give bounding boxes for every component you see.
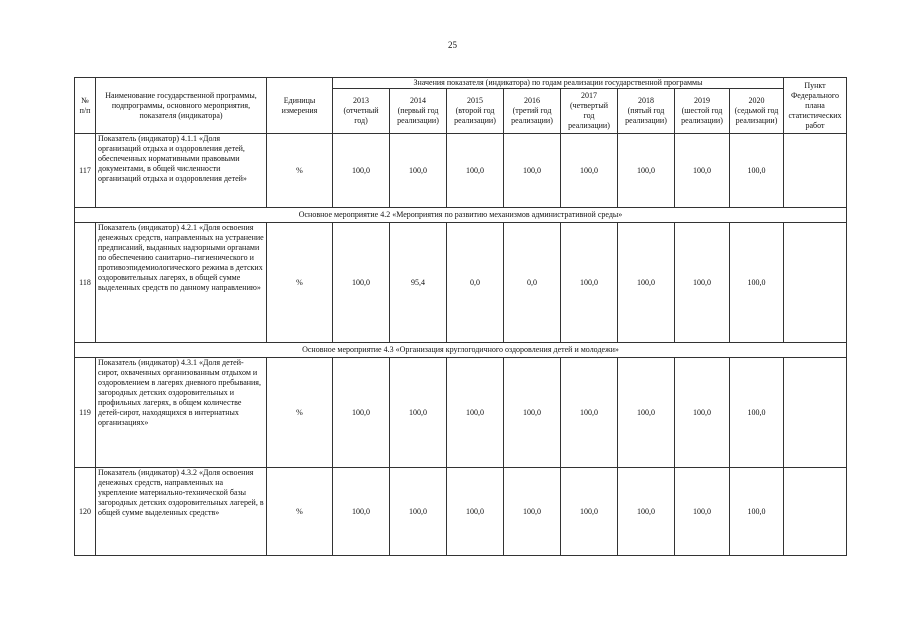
header-year: 2017 (четвертый год реализации) [561,89,618,134]
value-cell: 100,0 [618,134,675,208]
indicator-name: Показатель (индикатор) 4.3.2 «Доля освоения денежных средств, направленных на укрепление материально-технической базы загородных детских оздоровительных лагерей, в общей сумме выделенных средств» [96,468,267,556]
header-year: 2015 (второй год реализации) [447,89,504,134]
value-cell: 100,0 [561,223,618,343]
table-row [75,134,847,208]
value-cell: 100,0 [561,134,618,208]
header-num: № п/п [75,78,96,134]
row-num: 117 [75,134,96,208]
value-cell: 100,0 [504,358,561,468]
header-federal: Пункт Федерального плана статистических работ [784,78,847,134]
unit-cell: % [267,358,333,468]
indicator-name: Показатель (индикатор) 4.2.1 «Доля освоения денежных средств, направленных на устранение предписаний, выданных надзорными органами по обеспечению санитарно–гигиенического и противоэпидемиологического режима в детских оздоровительных лагерях, в общей сумме выделенных средств по данному направлению» [96,223,267,343]
indicator-name: Показатель (индикатор) 4.3.1 «Доля детей-сирот, охваченных организованным отдыхом и оздоровлением в лагерях дневного пребывания, загородных детских оздоровительных и профильных лагерях, в общем количестве детей-сирот, находящихся в интернатных организациях» [96,358,267,468]
header-year: 2014 (первый год реализации) [390,89,447,134]
section-row [75,343,847,358]
federal-cell [784,134,847,208]
value-cell: 100,0 [561,468,618,556]
value-cell: 0,0 [447,223,504,343]
value-cell: 100,0 [390,358,447,468]
indicators-table [74,77,847,556]
section-title: Основное мероприятие 4.2 «Мероприятия по развитию механизмов административной среды» [75,208,847,223]
table-row [75,468,847,556]
row-num: 118 [75,223,96,343]
section-row [75,208,847,223]
value-cell: 0,0 [504,223,561,343]
value-cell: 100,0 [730,223,784,343]
table-row [75,358,847,468]
value-cell: 100,0 [618,223,675,343]
row-num: 120 [75,468,96,556]
value-cell: 100,0 [447,468,504,556]
value-cell: 100,0 [447,358,504,468]
header-unit: Единицы измерения [267,78,333,134]
federal-cell [784,468,847,556]
header-year: 2013 (отчетный год) [333,89,390,134]
federal-cell [784,223,847,343]
value-cell: 100,0 [730,468,784,556]
value-cell: 100,0 [618,358,675,468]
value-cell: 100,0 [333,223,390,343]
row-num: 119 [75,358,96,468]
value-cell: 100,0 [504,468,561,556]
value-cell: 100,0 [390,134,447,208]
header-year: 2016 (третий год реализации) [504,89,561,134]
header-year: 2019 (шестой год реализации) [675,89,730,134]
value-cell: 100,0 [675,134,730,208]
value-cell: 100,0 [730,358,784,468]
value-cell: 100,0 [561,358,618,468]
unit-cell: % [267,468,333,556]
value-cell: 100,0 [618,468,675,556]
value-cell: 100,0 [390,468,447,556]
value-cell: 100,0 [333,134,390,208]
federal-cell [784,358,847,468]
unit-cell: % [267,223,333,343]
section-title: Основное мероприятие 4.3 «Организация круглогодичного оздоровления детей и молодежи» [75,343,847,358]
value-cell: 100,0 [504,134,561,208]
header-name: Наименование государственной программы, подпрограммы, основного мероприятия, показателя (индикатора) [96,78,267,134]
value-cell: 100,0 [730,134,784,208]
header-year: 2018 (пятый год реализации) [618,89,675,134]
header-year: 2020 (седьмой год реализации) [730,89,784,134]
unit-cell: % [267,134,333,208]
table-row [75,223,847,343]
value-cell: 100,0 [675,468,730,556]
value-cell: 100,0 [675,358,730,468]
value-cell: 95,4 [390,223,447,343]
value-cell: 100,0 [447,134,504,208]
header-values-group: Значения показателя (индикатора) по годам реализации государственной программы [333,78,784,89]
value-cell: 100,0 [333,468,390,556]
indicator-name: Показатель (индикатор) 4.1.1 «Доля организаций отдыха и оздоровления детей, обеспеченных нормативными правовыми документами, в общей численности организаций отдыха и оздоровления детей» [96,134,267,208]
value-cell: 100,0 [675,223,730,343]
page-number: 25 [448,40,457,50]
value-cell: 100,0 [333,358,390,468]
